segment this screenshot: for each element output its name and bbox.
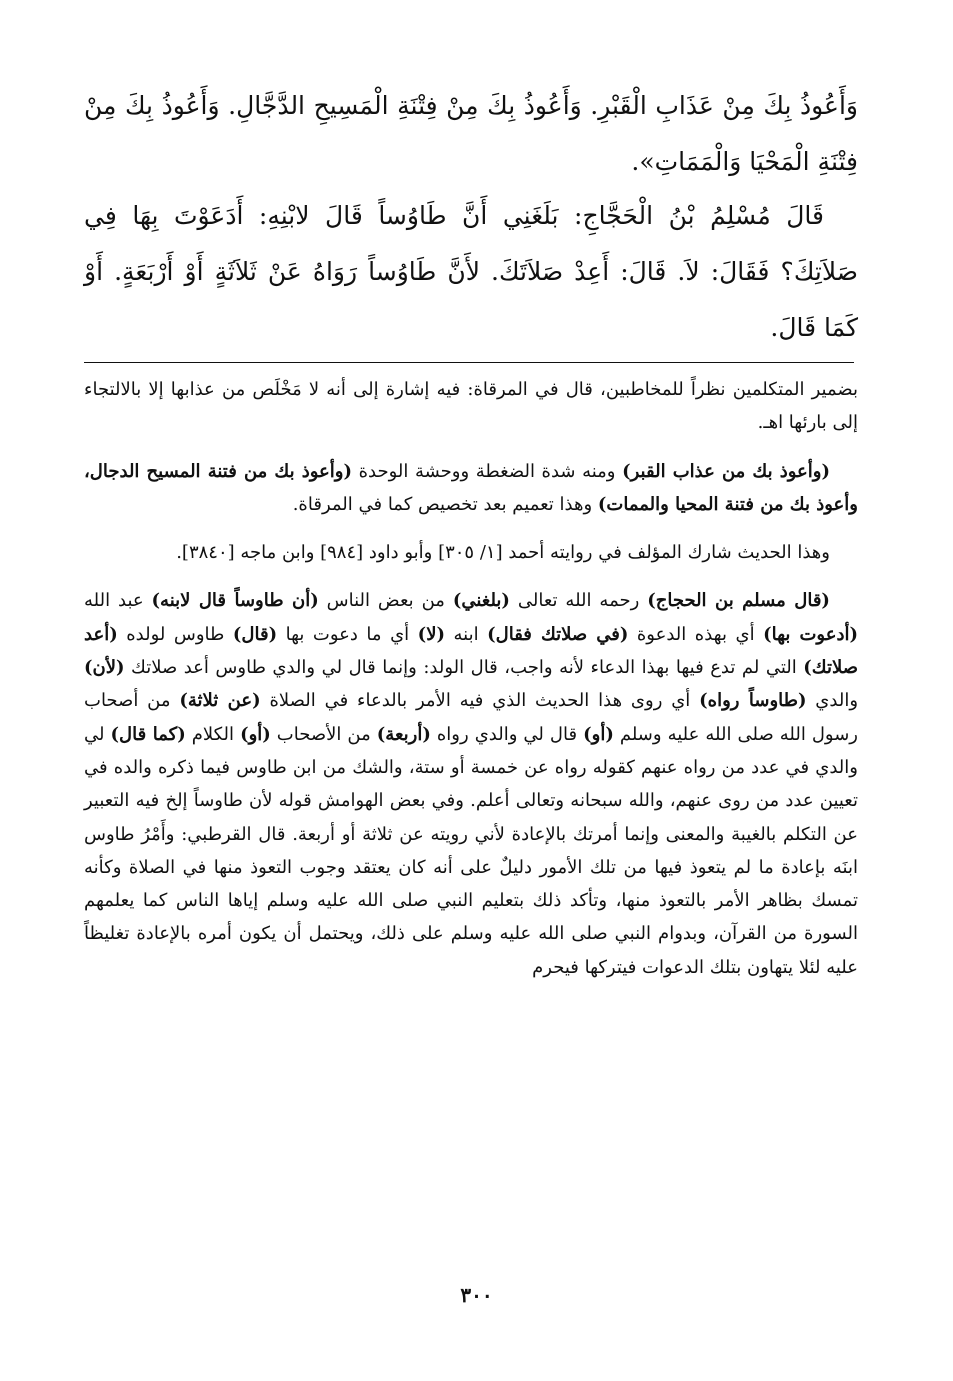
page-number: ٣٠٠ [460, 1283, 493, 1307]
commentary-text: ابنه [444, 623, 488, 645]
commentary-text: من أصحاب رسول الله صلى الله عليه وسلم [84, 690, 858, 745]
commentary-paragraph: وهذا الحديث شارك المؤلف في روايته أحمد [١/ ٣٠٥] وأبو داود [٩٨٤] وابن ماجه [٣٨٤٠]. [176, 542, 830, 564]
commentary-paragraph [84, 455, 858, 522]
commentary-text: أي بهذه الدعوة [628, 623, 764, 645]
quoted-hadith-phrase: (لا) [417, 623, 445, 645]
quoted-hadith-phrase: (في صلاتك فقال) [487, 623, 629, 645]
quoted-hadith-phrase: (أو) [240, 723, 271, 745]
quoted-hadith-phrase: (قال) [232, 623, 278, 645]
commentary-text: طاوس لولده [117, 623, 233, 645]
quoted-hadith-phrase: (قال مسلم بن الحجاج) [647, 590, 830, 612]
commentary-text: ومنه شدة الضغطة ووحشة الوحدة [352, 460, 623, 482]
commentary-text: وهذا تعميم بعد تخصيص كما في المرقاة. [292, 493, 598, 515]
commentary-text: أي ما دعوت بها [277, 623, 418, 645]
commentary-text: الكلام [185, 723, 241, 745]
hadith-narrator-paragraph: قَالَ مُسْلِمُ بْنُ الْحَجَّاجِ: بَلَغَنِي أَنَّ طَاوُساً قَالَ لابْنِهِ: أَدَعَوْتَ بِهَا فِي صَلاَتِكَ؟ فَقَالَ: لاَ. قَالَ: أَعِدْ صَلاَتَكَ. لأَنَّ طَاوُساً رَوَاهُ عَنْ ثَلاَثَةٍ أَوْ أَرْبَعَةٍ. أَوْ كَمَا قَالَ. [84, 201, 858, 342]
quoted-hadith-phrase: (أربعة) [376, 723, 431, 745]
quoted-hadith-phrase: (وأعوذ بك من عذاب القبر) [622, 460, 831, 482]
commentary-text: والدي [806, 690, 859, 712]
footnote-separator-line [84, 362, 854, 363]
commentary-text: من الأصحاب [270, 723, 377, 745]
quoted-hadith-phrase: (بلغني) [452, 590, 510, 612]
commentary-text: التي لم تدع فيها بهذا الدعاء لأنه واجب، قال الولد: وإنما قال لي والدي طاوس أعد صلاتك [124, 657, 804, 679]
quoted-hadith-phrase: (وأعوذ بك من فتنة المسيح الدجال، وأعوذ بك من فتنة المحيا والممات) [84, 460, 858, 515]
commentary-text: عبد الله [84, 590, 152, 612]
quoted-hadith-phrase: (عن ثلاثة) [179, 690, 261, 712]
commentary-section [84, 373, 858, 999]
quoted-hadith-phrase: (أن طاوساً قال لابنه) [151, 590, 319, 612]
commentary-text: رحمه الله تعالى [509, 590, 648, 612]
quoted-hadith-phrase: (أعد صلاتك) [84, 623, 858, 679]
quoted-hadith-phrase: (كما قال) [110, 723, 186, 745]
quoted-hadith-phrase: (أدعوت بها) [763, 623, 858, 645]
commentary-text: قال لي والدي رواه [430, 723, 584, 745]
hadith-text-paragraph: وَأَعُوذُ بِكَ مِنْ عَذَابِ الْقَبْرِ. وَأَعُوذُ بِكَ مِنْ فِتْنَةِ الْمَسِيحِ الدَّجَّالِ. وَأَعُوذُ بِكَ مِنْ فِتْنَةِ الْمَحْيَا وَالْمَمَاتِ». [84, 91, 858, 176]
commentary-text: لي والدي في عدد من رواه عنهم كقوله رواه عن خمسة أو ستة، والشك من ابن طاوس فيما ذكره والده في تعيين عدد من روى عنهم، والله سبحانه وتعالى أعلم. وفي بعض الهوامش قوله لأن طاوساً إلخ فيه التعبير عن التكلم بالغيبة والمعنى وإنما أمرتك بالإعادة لأني رويته عن ثلاثة أو أربعة. قال القرطبي: وأَمْرُ طاوس ابنَه بإعادة ما لم يتعوذ فيها من تلك الأمور دليلٌ على أنه كان يعتقد وجوب التعوذ منها في الصلاة وكأنه تمسك بظاهر الأمر بالتعوذ منها، وتأكد ذلك بتعليم النبي صلى الله عليه وسلم إياها الناس كما يعلمهم السورة من القرآن، وبدوام النبي صلى الله عليه وسلم على ذلك، ويحتمل أن يكون أمره بالإعادة تغليظاً عليه لئلا يتهاون بتلك الدعوات فيتركها فيحرم [84, 723, 859, 978]
quoted-hadith-phrase: (طاوساً رواه) [699, 690, 807, 712]
commentary-paragraph: بضمير المتكلمين نظراً للمخاطبين، قال في المرقاة: فيه إشارة إلى أنه لا مَخْلَص من عذابها إلا بالالتجاء إلى بارئها اهـ. [84, 379, 858, 434]
commentary-text: من بعض الناس [318, 590, 453, 612]
commentary-text: أي روى هذا الحديث الذي فيه الأمر بالدعاء في الصلاة [260, 690, 700, 712]
quoted-hadith-phrase: (لأن) [84, 657, 125, 679]
commentary-paragraph [84, 584, 858, 984]
quoted-hadith-phrase: (أو) [583, 723, 614, 745]
